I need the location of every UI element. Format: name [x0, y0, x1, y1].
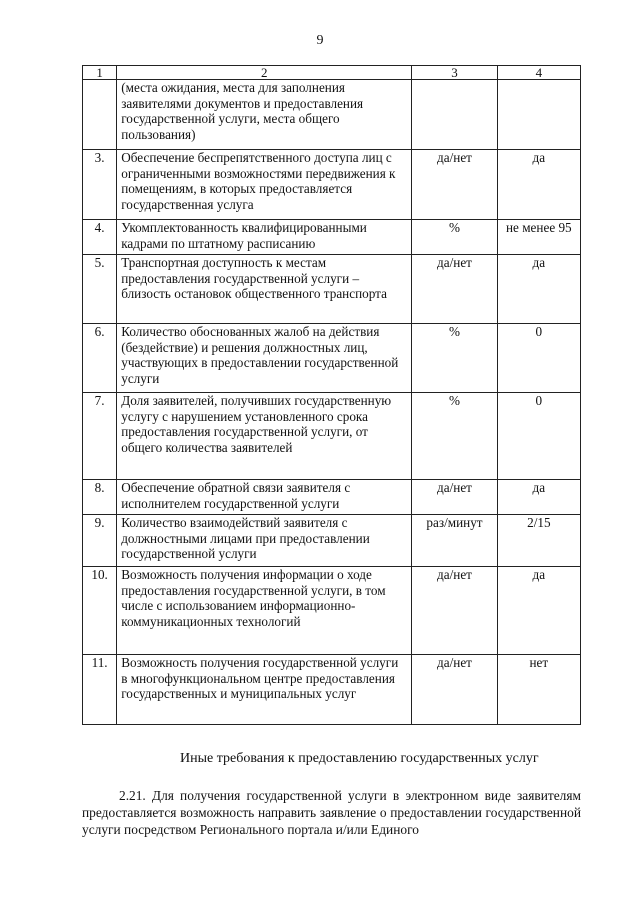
- row-unit: раз/минут: [412, 515, 497, 567]
- row-number: 9.: [83, 515, 117, 567]
- header-cell-3: 3: [412, 66, 497, 80]
- row-unit: да/нет: [412, 480, 497, 515]
- row-unit: да/нет: [412, 150, 497, 220]
- table-row: [83, 655, 581, 725]
- table-row: [83, 220, 581, 255]
- section-heading: Иные требования к предоставлению государственных услуг: [180, 751, 539, 766]
- row-unit: %: [412, 220, 497, 255]
- row-unit: да/нет: [412, 255, 497, 324]
- row-number: 4.: [83, 220, 117, 255]
- header-cell-1: 1: [83, 66, 117, 80]
- row-number: 3.: [83, 150, 117, 220]
- row-value: да: [497, 567, 580, 655]
- row-description: Укомплектованность квалифицированными кадрами по штатному расписанию: [117, 220, 412, 255]
- row-number: 7.: [83, 393, 117, 480]
- page-number: 9: [316, 33, 324, 48]
- row-description: Возможность получения государственной услуги в многофункциональном центре предоставления государственных и муниципальных услуг: [117, 655, 412, 725]
- row-description: Доля заявителей, получивших государственную услугу с нарушением установленного срока предоставления государственной услуги, от общего количества заявителей: [117, 393, 412, 480]
- row-number: 8.: [83, 480, 117, 515]
- row-description: Транспортная доступность к местам предоставления государственной услуги – близость остановок общественного транспорта: [117, 255, 412, 324]
- table-row: [83, 567, 581, 655]
- table-row: [83, 480, 581, 515]
- row-value: не менее 95: [497, 220, 580, 255]
- table-row: [83, 515, 581, 567]
- row-value: нет: [497, 655, 580, 725]
- row-value: да: [497, 150, 580, 220]
- row-description: Обеспечение обратной связи заявителя с исполнителем государственной услуги: [117, 480, 412, 515]
- table-row: [83, 393, 581, 480]
- indicators-table: [82, 65, 581, 725]
- row-value: [497, 80, 580, 150]
- row-value: 0: [497, 324, 580, 393]
- table-header-row: [83, 66, 581, 80]
- row-unit: да/нет: [412, 655, 497, 725]
- row-unit: %: [412, 393, 497, 480]
- header-cell-4: 4: [497, 66, 580, 80]
- row-number: 10.: [83, 567, 117, 655]
- row-value: 2/15: [497, 515, 580, 567]
- row-value: да: [497, 255, 580, 324]
- paragraph-text: 2.21. Для получения государственной услуги в электронном виде заявителям предоставляется возможность направить заявление о предоставлении государственной услуги посредством Регионального портала и/или Единого: [82, 788, 581, 837]
- row-unit: [412, 80, 497, 150]
- row-description: Обеспечение беспрепятственного доступа лиц с ограниченными возможностями передвижения к помещениям, в которых предоставляется государственная услуга: [117, 150, 412, 220]
- row-number: [83, 80, 117, 150]
- row-value: да: [497, 480, 580, 515]
- header-cell-2: 2: [117, 66, 412, 80]
- row-value: 0: [497, 393, 580, 480]
- row-unit: %: [412, 324, 497, 393]
- row-description: (места ожидания, места для заполнения заявителями документов и предоставления государственной услуги, места общего пользования): [117, 80, 412, 150]
- row-description: Количество взаимодействий заявителя с должностными лицами при предоставлении государственной услуги: [117, 515, 412, 567]
- row-unit: да/нет: [412, 567, 497, 655]
- table-row: [83, 80, 581, 150]
- table-row: [83, 150, 581, 220]
- table-row: [83, 324, 581, 393]
- body-paragraph: [82, 787, 581, 838]
- table-row: [83, 255, 581, 324]
- row-number: 5.: [83, 255, 117, 324]
- row-description: Возможность получения информации о ходе предоставления государственной услуги, в том числе с использованием информационно-коммуникационных технологий: [117, 567, 412, 655]
- row-description: Количество обоснованных жалоб на действия (бездействие) и решения должностных лиц, участвующих в предоставлении государственной услуги: [117, 324, 412, 393]
- row-number: 6.: [83, 324, 117, 393]
- row-number: 11.: [83, 655, 117, 725]
